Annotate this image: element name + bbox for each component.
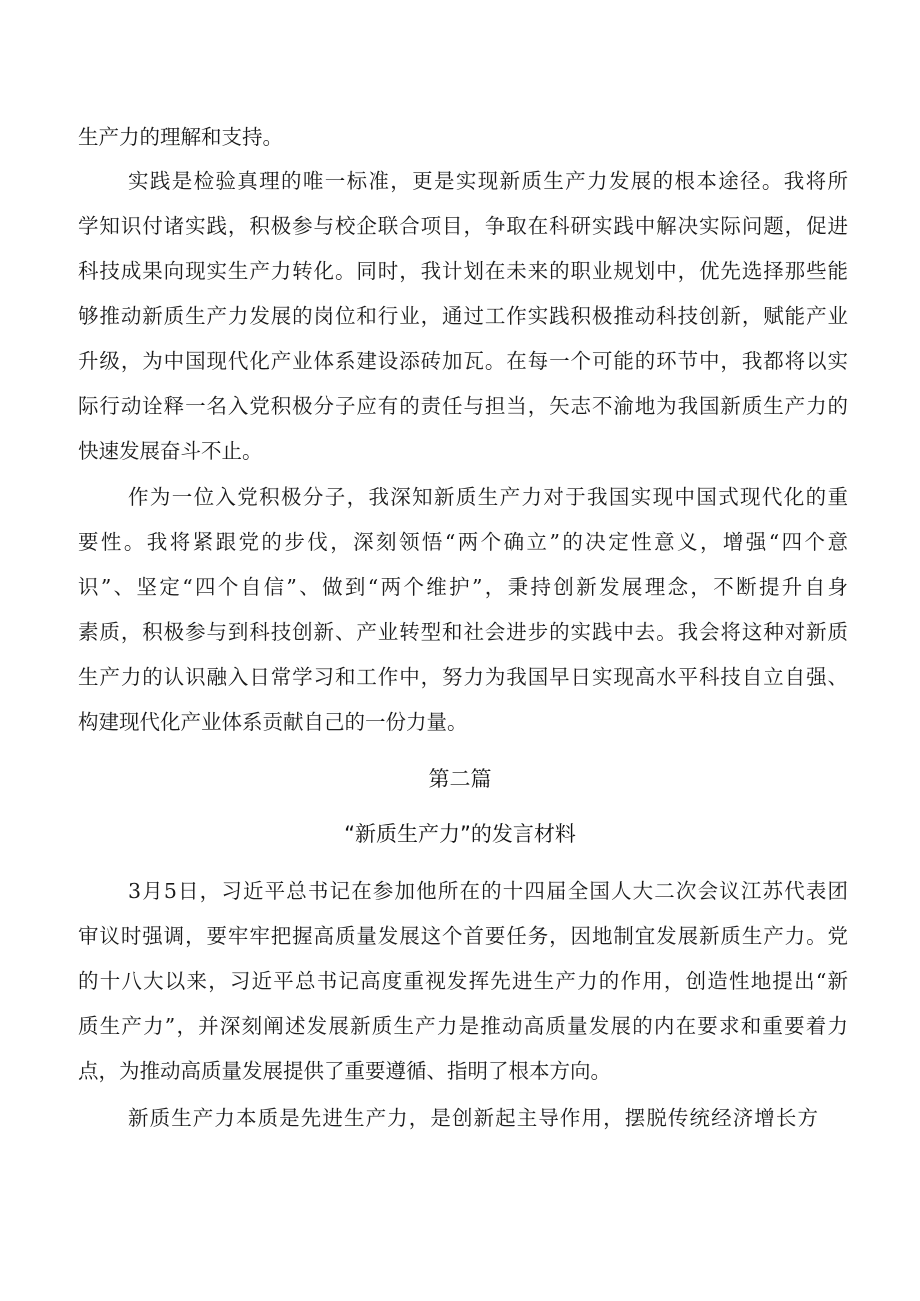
paragraph-5-line-1: 新质生产力本质是先进生产力，是创新起主导作用，摆脱传统经济增长方 — [128, 1106, 818, 1130]
paragraph-2-line-2: 学知识付诸实践，积极参与校企联合项目，争取在科研实践中解决实际问题，促进 — [78, 214, 848, 238]
paragraph-3-line-3: 识”、坚定“四个自信”、做到“两个维护”，秉持创新发展理念，不断提升自身 — [78, 575, 848, 599]
paragraph-3-line-5: 生产力的认识融入日常学习和工作中，努力为我国早日实现高水平科技自立自强、 — [78, 665, 848, 689]
paragraph-2-line-4: 够推动新质生产力发展的岗位和行业，通过工作实践积极推动科技创新，赋能产业 — [78, 304, 848, 328]
paragraph-3-line-2: 要性。我将紧跟党的步伐，深刻领悟“两个确立”的决定性意义，增强“四个意 — [78, 530, 848, 554]
paragraph-4-line-3: 的十八大以来，习近平总书记高度重视发挥先进生产力的作用，创造性地提出“新 — [78, 969, 848, 993]
paragraph-3-line-4: 素质，积极参与到科技创新、产业转型和社会进步的实践中去。我会将这种对新质 — [78, 620, 848, 644]
section-heading: 第二篇 — [428, 767, 492, 791]
paragraph-3-line-1: 作为一位入党积极分子，我深知新质生产力对于我国实现中国式现代化的重 — [128, 485, 848, 509]
paragraph-4-line-1: 3月5日，习近平总书记在参加他所在的十四届全国人大二次会议江苏代表团 — [128, 879, 848, 903]
paragraph-2-line-5: 升级，为中国现代化产业体系建设添砖加瓦。在每一个可能的环节中，我都将以实 — [78, 349, 848, 373]
paragraph-3-line-6: 构建现代化产业体系贡献自己的一份力量。 — [78, 710, 468, 734]
paragraph-4-line-4: 质生产力”，并深刻阐述发展新质生产力是推动高质量发展的内在要求和重要着力 — [78, 1014, 848, 1038]
paragraph-4-line-5: 点，为推动高质量发展提供了重要遵循、指明了根本方向。 — [78, 1059, 611, 1083]
paragraph-2-line-7: 快速发展奋斗不止。 — [78, 439, 263, 463]
section-title: “新质生产力”的发言材料 — [344, 822, 576, 846]
paragraph-2-line-1: 实践是检验真理的唯一标准，更是实现新质生产力发展的根本途径。我将所 — [128, 169, 848, 193]
paragraph-4-line-2: 审议时强调，要牢牢把握高质量发展这个首要任务，因地制宜发展新质生产力。党 — [78, 924, 848, 948]
paragraph-1-line-1: 生产力的理解和支持。 — [78, 125, 283, 149]
paragraph-2-line-3: 科技成果向现实生产力转化。同时，我计划在未来的职业规划中，优先选择那些能 — [78, 259, 848, 283]
paragraph-2-line-6: 际行动诠释一名入党积极分子应有的责任与担当，矢志不渝地为我国新质生产力的 — [78, 394, 848, 418]
